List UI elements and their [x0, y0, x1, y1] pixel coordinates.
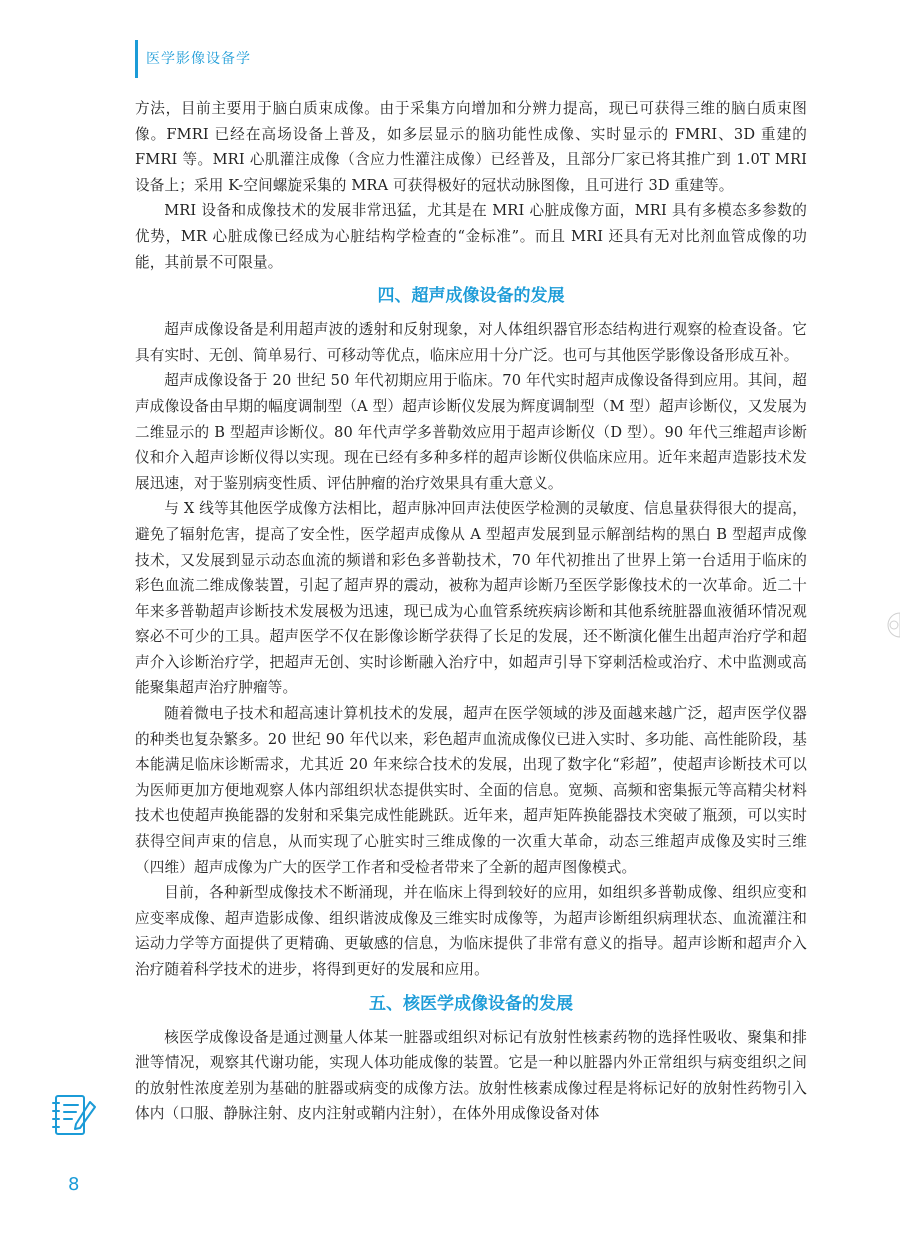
body-paragraph: 超声成像设备是利用超声波的透射和反射现象，对人体组织器官形态结构进行观察的检查设备。它具有实时、无创、简单易行、可移动等优点，临床应用十分广泛。也可与其他医学影像设备形成互补。: [135, 321, 807, 364]
header-accent-bar: [135, 40, 138, 78]
section-heading: 五、核医学成像设备的发展: [369, 993, 573, 1014]
running-header-title: 医学影像设备学: [146, 51, 251, 67]
page-body: [135, 96, 807, 1127]
body-paragraph: 随着微电子技术和超高速计算机技术的发展，超声在医学领域的涉及面越来越广泛，超声医学仪器的种类也复杂繁多。20 世纪 90 年代以来，彩色超声血流成像仪已进入实时、多功能、高性能阶段，基本能满足临床诊断需求，尤其近 20 年来综合技术的发展，出现了数字化“彩超”，使超声诊断技术可以为医师更加方便地观察人体内部组织状态提供实时、全面的信息。宽频、高频和密集振元等高精尖材料技术也使超声换能器的发射和采集完成性能跳跃。近年来，超声矩阵换能器技术突破了瓶颈，可以实时获得空间声束的信息，从而实现了心脏实时三维成像的一次重大革命，动态三维超声成像及实时三维（四维）超声成像为广大的医学工作者和受检者带来了全新的超声图像模式。: [135, 705, 807, 876]
body-paragraph: 目前，各种新型成像技术不断涌现，并在临床上得到较好的应用，如组织多普勒成像、组织应变和应变率成像、超声造影成像、组织谐波成像及三维实时成像等，为超声诊断组织病理状态、血流灌注和运动力学等方面提供了更精确、更敏感的信息，为临床提供了非常有意义的指导。超声诊断和超声介入治疗随着科学技术的进步，将得到更好的发展和应用。: [135, 884, 807, 978]
body-paragraph: 方法，目前主要用于脑白质束成像。由于采集方向增加和分辨力提高，现已可获得三维的脑白质束图像。FMRI 已经在高场设备上普及，如多层显示的脑功能性成像、实时显示的 FMRI、3D 重建的 FMRI 等。MRI 心肌灌注成像（含应力性灌注成像）已经普及，且部分厂家已将其推广到 1.0T MRI 设备上；采用 K-空间螺旋采集的 MRA 可获得极好的冠状动脉图像，且可进行 3D 重建等。: [135, 100, 807, 194]
page-number: 8: [68, 1174, 80, 1195]
body-paragraph: 核医学成像设备是通过测量人体某一脏器或组织对标记有放射性核素药物的选择性吸收、聚集和排泄等情况，观察其代谢功能，实现人体功能成像的装置。它是一种以脏器内外正常组织与病变组织之间的放射性浓度差别为基础的脏器或病变的成像方法。放射性核素成像过程是将标记好的放射性药物引入体内（口服、静脉注射、皮内注射或鞘内注射），在体外用成像设备对体: [135, 1028, 807, 1123]
section-heading: 四、超声成像设备的发展: [377, 286, 565, 307]
body-paragraph: 超声成像设备于 20 世纪 50 年代初期应用于临床。70 年代实时超声成像设备得到应用。其间，超声成像设备由早期的幅度调制型（A 型）超声诊断仪发展为辉度调制型（M 型）超声诊断仪，又发展为二维显示的 B 型超声诊断仪。80 年代声学多普勒效应用于超声诊断仪（D 型）。90 年代三维超声诊断仪和介入超声诊断仪得以实现。现在已经有多种多样的超声诊断仪供临床应用。近年来超声造影技术发展迅速，对于鉴别病变性质、评估肿瘤的治疗效果具有重大意义。: [135, 372, 807, 492]
body-paragraph: MRI 设备和成像技术的发展非常迅猛，尤其是在 MRI 心脏成像方面，MRI 具有多模态多参数的优势，MR 心脏成像已经成为心脏结构学检查的“金标准”。而且 MRI 还具有无对比剂血管成像的功能，其前景不可限量。: [135, 202, 807, 271]
body-paragraph: 与 X 线等其他医学成像方法相比，超声脉冲回声法使医学检测的灵敏度、信息量获得很大的提高，避免了辐射危害，提高了安全性，医学超声成像从 A 型超声发展到显示解剖结构的黑白 B 型超声成像技术，又发展到显示动态血流的频谱和彩色多普勒技术，70 年代初推出了世界上第一台适用于临床的彩色血流二维成像装置，引起了超声界的震动，被称为超声诊断乃至医学影像技术的一次革命。近二十年来多普勒超声诊断技术发展极为迅速，现已成为心血管系统疾病诊断和其他系统脏器血液循环情况观察必不可少的工具。超声医学不仅在影像诊断学获得了长足的发展，还不断演化催生出超声治疗学和超声介入诊断治疗学，把超声无创、实时诊断融入治疗中，如超声引导下穿刺活检或治疗、术中监测或高能聚集超声治疗肿瘤等。: [135, 500, 807, 697]
notebook-pen-icon: [50, 1088, 98, 1142]
edge-tab-icon: [878, 612, 900, 638]
